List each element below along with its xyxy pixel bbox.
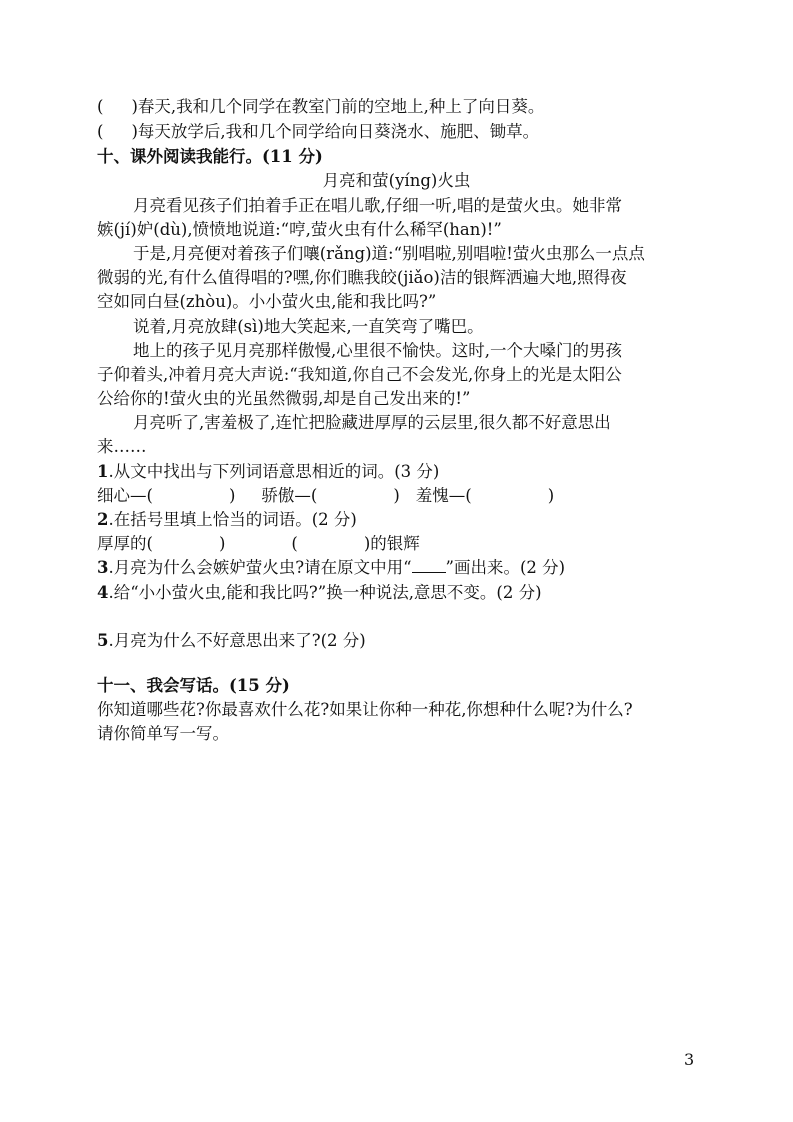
answer-prompt-yinhui: )的银辉 bbox=[363, 534, 420, 553]
paren-open: ( bbox=[97, 97, 104, 116]
question-text: .在括号里填上恰当的词语。(2 分) bbox=[108, 510, 357, 529]
order-item-text: 春天,我和几个同学在教室门前的空地上,种上了向日葵。 bbox=[137, 97, 545, 116]
question-text: .从文中找出与下列词语意思相近的词。(3 分) bbox=[108, 462, 440, 481]
story-line: 公给你的!萤火虫的光虽然微弱,却是自己发出来的!” bbox=[97, 389, 471, 408]
story-line: 空如同白昼(zhòu)。小小萤火虫,能和我比吗?” bbox=[97, 292, 437, 311]
question-1 bbox=[97, 461, 707, 483]
answer-prompt-houhoude: 厚厚的( bbox=[97, 534, 153, 553]
story-line: 地上的孩子见月亮那样傲慢,心里很不愉快。这时,一个大嗓门的男孩 bbox=[133, 341, 622, 360]
paren-close: ) bbox=[547, 486, 555, 505]
question-text: .月亮为什么不好意思出来了?(2 分) bbox=[108, 631, 366, 650]
answer-prompt-xiukui: 羞愧—( bbox=[415, 486, 472, 505]
question-number: 3 bbox=[97, 558, 109, 577]
question-1-answers bbox=[97, 485, 707, 507]
paren-close: ) bbox=[218, 534, 226, 553]
story-line: 月亮看见孩子们拍着手正在唱儿歌,仔细一听,唱的是萤火虫。她非常 bbox=[133, 196, 622, 215]
paren-open: ( bbox=[97, 122, 104, 141]
paren-close: ) bbox=[393, 486, 400, 505]
story-line: 嫉(jí)妒(dù),愤愤地说道:“哼,萤火虫有什么稀罕(han)!” bbox=[97, 220, 502, 239]
question-number: 4 bbox=[97, 583, 109, 602]
section11-heading: 十一、我会写话。(15 分) bbox=[97, 676, 290, 695]
section10-heading: 十、课外阅读我能行。(11 分) bbox=[97, 147, 323, 166]
story-line: 月亮听了,害羞极了,连忙把脸藏进厚厚的云层里,很久都不好意思出 bbox=[133, 413, 611, 432]
story-line: 说着,月亮放肆(sì)地大笑起来,一直笑弯了嘴巴。 bbox=[133, 317, 484, 336]
question-5 bbox=[97, 630, 707, 652]
order-item-1 bbox=[97, 96, 707, 118]
question-number: 1 bbox=[97, 462, 109, 481]
story-line: 来…… bbox=[97, 437, 147, 456]
paren-close: ) bbox=[131, 97, 138, 116]
question-text: .给“小小萤火虫,能和我比吗?”换一种说法,意思不变。(2 分) bbox=[108, 583, 542, 602]
answer-prompt-jiaoao: 骄傲—( bbox=[261, 486, 318, 505]
paren-close: ) bbox=[228, 486, 236, 505]
story-line: 子仰着头,冲着月亮大声说:“我知道,你自己不会发光,你身上的光是太阳公 bbox=[97, 365, 622, 384]
question-2-answers bbox=[97, 533, 707, 555]
order-item-text: 每天放学后,我和几个同学给向日葵浇水、施肥、锄草。 bbox=[137, 122, 540, 141]
order-item-2 bbox=[97, 121, 707, 143]
paren-close: ) bbox=[131, 122, 138, 141]
question-text: .月亮为什么会嫉妒萤火虫?请在原文中用“ bbox=[108, 558, 412, 577]
question-number: 5 bbox=[97, 631, 109, 650]
writing-prompt-line: 请你简单写一写。 bbox=[97, 724, 229, 743]
question-4 bbox=[97, 582, 707, 604]
answer-prompt-xixin: 细心—( bbox=[97, 486, 153, 505]
question-text: ”画出来。(2 分) bbox=[445, 558, 566, 577]
paren-open: ( bbox=[291, 534, 298, 553]
story-title: 月亮和萤(yíng)火虫 bbox=[322, 171, 471, 190]
story-line: 微弱的光,有什么值得唱的?嘿,你们瞧我皎(jiǎo)洁的银辉洒遍大地,照得夜 bbox=[97, 268, 627, 287]
question-number: 2 bbox=[97, 510, 109, 529]
underline-mark bbox=[412, 558, 446, 573]
writing-prompt-line: 你知道哪些花?你最喜欢什么花?如果让你种一种花,你想种什么呢?为什么? bbox=[97, 700, 633, 719]
story-line: 于是,月亮便对着孩子们嚷(rǎng)道:“别唱啦,别唱啦!萤火虫那么一点点 bbox=[133, 244, 645, 263]
question-3 bbox=[97, 557, 707, 579]
page-number: 3 bbox=[684, 1050, 695, 1069]
question-2 bbox=[97, 509, 707, 531]
